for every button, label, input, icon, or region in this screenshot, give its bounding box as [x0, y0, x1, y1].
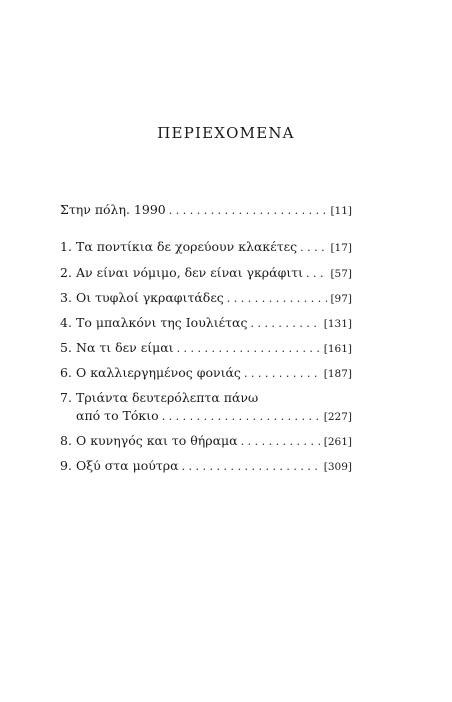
- toc-entry-number: 2.: [60, 265, 72, 280]
- toc-entry-9[interactable]: [60, 458, 352, 476]
- toc-entry-page: [227]: [323, 411, 352, 423]
- toc-entry-number: 5.: [60, 340, 72, 355]
- toc-entry-number: 6.: [60, 365, 72, 380]
- toc-entry-number: 1.: [60, 239, 72, 254]
- toc-entry-label: Το μπαλκόνι της Ιουλιέτας: [76, 315, 248, 330]
- toc-entry-number: 4.: [60, 315, 72, 330]
- leader-dots: [177, 342, 321, 355]
- leader-dots: [227, 292, 328, 305]
- toc-entry-page: [161]: [323, 343, 352, 355]
- leader-dots: [241, 435, 321, 448]
- toc-entry-number: 3.: [60, 290, 72, 305]
- toc-entry-prologue[interactable]: [60, 202, 352, 220]
- toc-entry-8[interactable]: [60, 433, 352, 451]
- toc-entry-6[interactable]: [60, 365, 352, 383]
- leader-dots: [244, 367, 321, 380]
- toc-entry-label: Ο καλλιεργημένος φονιάς: [76, 365, 241, 380]
- toc-entry-label: Αν είναι νόμιμο, δεν είναι γκράφιτι: [76, 265, 304, 280]
- leader-dots: [182, 460, 321, 473]
- toc-entry-5[interactable]: [60, 340, 352, 358]
- toc-entry-number: 8.: [60, 433, 72, 448]
- leader-dots: [300, 241, 327, 254]
- toc-entry-label: Στην πόλη. 1990: [60, 202, 166, 217]
- toc-entry-label: Οι τυφλοί γκραφιτάδες: [76, 290, 224, 305]
- toc-entry-4[interactable]: [60, 315, 352, 333]
- toc-entry-label: Οξύ στα μούτρα: [76, 458, 179, 473]
- toc-entry-number: 9.: [60, 458, 72, 473]
- toc-entry-page: [131]: [323, 318, 352, 330]
- toc-entry-number: 7.: [60, 390, 72, 405]
- toc-entry-page: [187]: [323, 368, 352, 380]
- toc-entry-1[interactable]: [60, 239, 352, 257]
- toc-entry-page: [57]: [330, 268, 352, 280]
- toc-entry-7-line2: [60, 408, 352, 426]
- toc-entry-2[interactable]: [60, 265, 352, 283]
- leader-dots: [250, 317, 320, 330]
- toc-entry-3[interactable]: [60, 290, 352, 308]
- toc-entry-label: από το Τόκιο: [76, 408, 159, 423]
- toc-entry-page: [17]: [330, 242, 352, 254]
- toc-entry-label: Τα ποντίκια δε χορεύουν κλακέτες: [76, 239, 298, 254]
- leader-dots: [306, 267, 327, 280]
- toc-entry-label-line1: Τριάντα δευτερόλεπτα πάνω: [76, 390, 259, 405]
- leader-dots: [162, 410, 321, 423]
- toc-entry-page: [11]: [330, 205, 352, 217]
- toc-entry-page: [97]: [330, 293, 352, 305]
- toc-entry-page: [261]: [323, 436, 352, 448]
- toc-entry-label: Ο κυνηγός και το θήραμα: [76, 433, 238, 448]
- leader-dots: [169, 204, 328, 217]
- toc-entry-label: Να τι δεν είμαι: [76, 340, 174, 355]
- toc-entry-page: [309]: [323, 461, 352, 473]
- page-title: ΠΕΡΙΕΧΟΜΕΝΑ: [157, 124, 295, 142]
